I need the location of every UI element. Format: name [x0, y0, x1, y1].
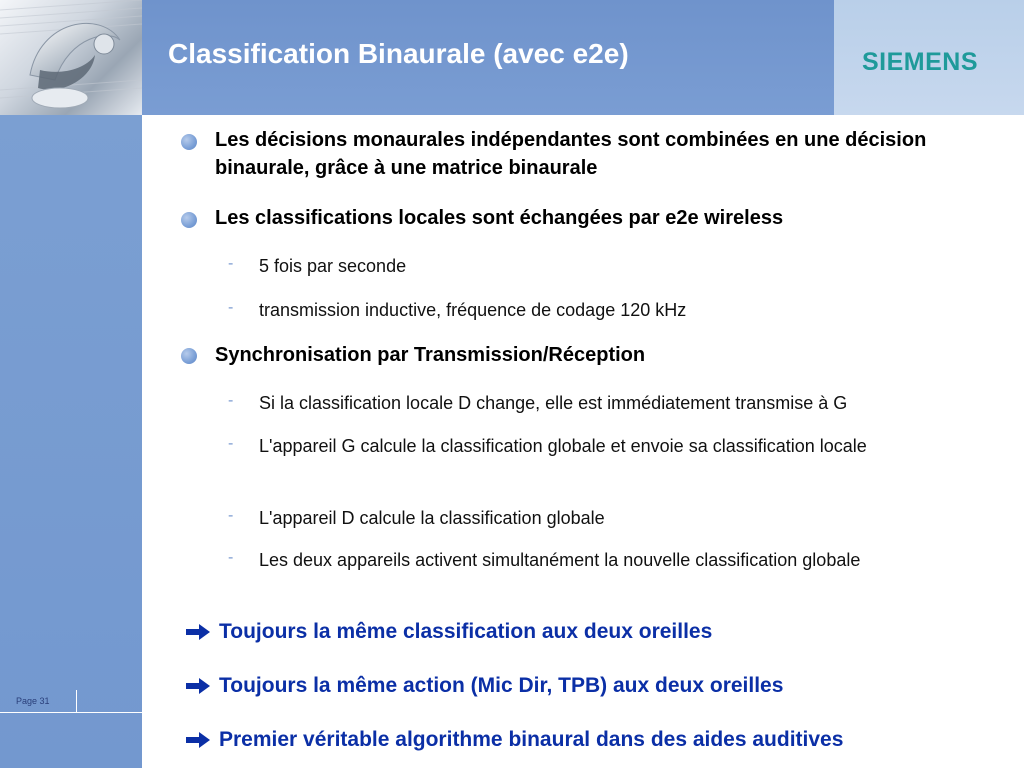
round-bullet-icon: [181, 134, 197, 150]
bullet-item: Synchronisation par Transmission/Réception: [215, 344, 646, 366]
conclusion-text: Toujours la même classification aux deux oreilles: [219, 620, 713, 643]
slide-title: Classification Binaurale (avec e2e): [168, 38, 629, 69]
sub-item: 5 fois par seconde: [259, 256, 407, 276]
dash-marker: -: [228, 507, 234, 524]
sub-item: L'appareil D calcule la classification globale: [259, 508, 605, 528]
sub-item: Si la classification locale D change, elle est immédiatement transmise à G: [259, 393, 848, 413]
dash-marker: -: [228, 299, 234, 316]
right-arrow-icon: [185, 676, 211, 696]
bullet-item: Les classifications locales sont échangées par e2e wireless: [215, 207, 784, 229]
footer-rule: [0, 712, 142, 713]
siemens-logo: SIEMENS: [862, 48, 979, 76]
dash-marker: -: [228, 392, 234, 409]
sub-item: Les deux appareils activent simultanément la nouvelle classification globale: [259, 550, 861, 570]
conclusion-item: [185, 728, 843, 752]
conclusion-text: Toujours la même action (Mic Dir, TPB) aux deux oreilles: [219, 674, 784, 697]
right-arrow-icon: [185, 622, 211, 642]
sub-item: L'appareil G calcule la classification globale et envoie sa classification locale: [259, 436, 867, 456]
left-sidebar: [0, 115, 142, 768]
hearing-aid-photo: [0, 0, 142, 115]
footer-divider: [76, 690, 77, 712]
conclusion-text: Premier véritable algorithme binaural dans des aides auditives: [219, 728, 844, 751]
bullet-item: Les décisions monaurales indépendantes sont combinées en une décision binaurale, grâce à une matrice binaurale: [215, 129, 927, 179]
dash-marker: -: [228, 435, 234, 452]
conclusion-item: [185, 674, 783, 698]
hearing-aid-icon: [0, 0, 142, 115]
page-number: Page 31: [16, 696, 50, 706]
dash-marker: -: [228, 549, 234, 566]
dash-marker: -: [228, 255, 234, 272]
round-bullet-icon: [181, 348, 197, 364]
round-bullet-icon: [181, 212, 197, 228]
right-arrow-icon: [185, 730, 211, 750]
sub-item: transmission inductive, fréquence de codage 120 kHz: [259, 300, 687, 320]
conclusion-item: [185, 620, 712, 644]
